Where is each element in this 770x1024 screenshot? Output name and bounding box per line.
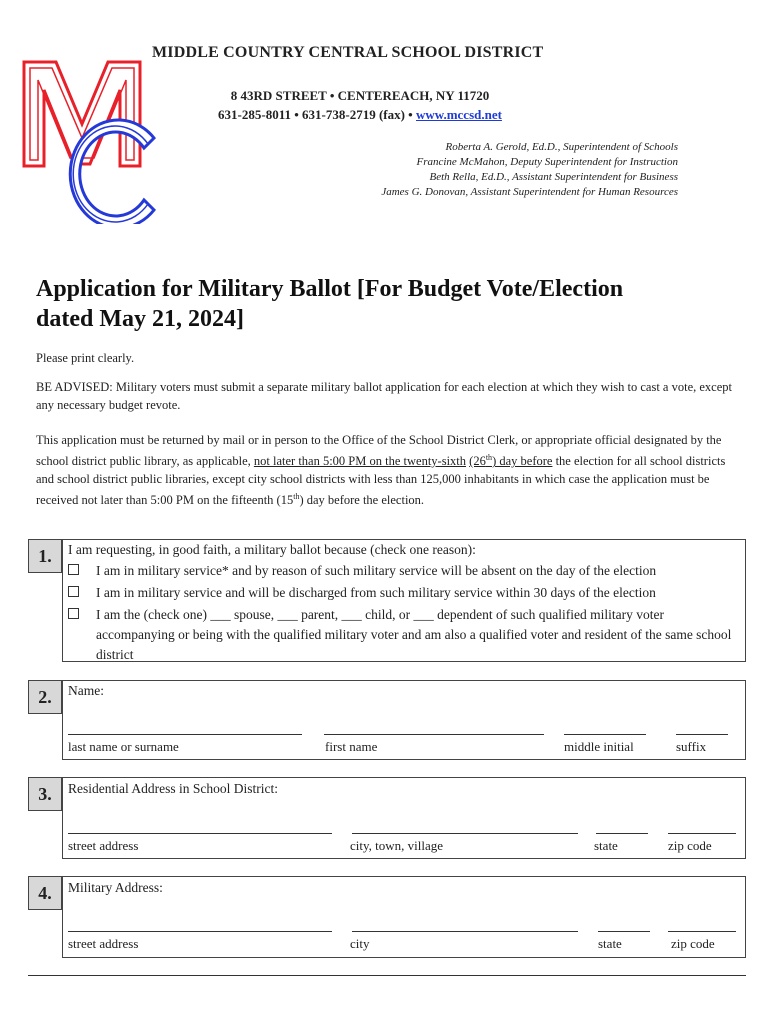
website-link[interactable]: www.mccsd.net (416, 107, 502, 122)
staff-deputy: Francine McMahon, Deputy Superintendent for Instruction (416, 156, 678, 168)
res-street-field[interactable] (68, 833, 332, 834)
mil-city-field[interactable] (352, 931, 578, 932)
res-state-caption: state (594, 838, 618, 853)
staff-hr: James G. Donovan, Assistant Superintendent for Human Resources (381, 186, 678, 198)
res-street-caption: street address (68, 838, 139, 853)
footer-divider (28, 975, 746, 976)
deadline-underlined: not later than 5:00 PM on the twenty-sixth (253, 454, 467, 469)
print-clearly-note: Please print clearly. (36, 351, 135, 365)
form-title-line1: Application for Military Ballot [For Budget Vote/Election (36, 276, 624, 302)
res-city-field[interactable] (352, 833, 578, 834)
reason-3-label: I am the (check one) ___ spouse, ___ parent, ___ child, or ___ dependent of such qualified military voter accompanying or being with the qualified military voter and am also a qualified voter and resident of the same school district (96, 607, 732, 662)
deadline-underlined-2 (469, 454, 552, 468)
return-text-1: This application must be returned by mail or in person to the Office of the School District Clerk, or appropriate official designated by the school district public library, as applicable, (36, 433, 722, 469)
deadline-26-sup: th (485, 453, 493, 462)
staff-business: Beth Rella, Ed.D., Assistant Superintendent for Business (429, 171, 678, 183)
mil-state-caption: state (598, 936, 622, 951)
reason-2-label: I am in military service and will be discharged from such military service within 30 days of the election (96, 585, 656, 600)
mil-street-field[interactable] (68, 931, 332, 932)
res-state-field[interactable] (596, 833, 648, 834)
mil-zip-field[interactable] (668, 931, 736, 932)
reason-3-row[interactable] (68, 605, 732, 662)
res-zip-field[interactable] (668, 833, 736, 834)
deadline-15-sup: th (293, 492, 300, 502)
suffix-caption: suffix (676, 739, 707, 754)
section-4-label: Military Address: (68, 880, 163, 895)
section-1-number: 1. (28, 539, 62, 573)
phone-numbers: 631-285-8011 • 631-738-2719 (fax) • (218, 107, 416, 122)
return-text-3: ) day before the election. (299, 493, 425, 508)
last-name-field[interactable] (68, 734, 302, 735)
section-2-number: 2. (28, 680, 62, 714)
last-name-caption: last name or surname (68, 739, 179, 754)
staff-list (258, 140, 678, 200)
deadline-26-open: (26 (469, 454, 486, 469)
middle-initial-caption: middle initial (564, 739, 634, 754)
section-2-name (28, 680, 746, 760)
mil-state-field[interactable] (598, 931, 650, 932)
reason-1-checkbox[interactable] (68, 564, 79, 575)
district-logo (20, 54, 170, 224)
form-title (36, 274, 736, 334)
suffix-field[interactable] (676, 734, 728, 735)
first-name-field[interactable] (324, 734, 544, 735)
section-2-label: Name: (68, 683, 104, 698)
section-3-number: 3. (28, 777, 62, 811)
res-zip-caption: zip code (668, 838, 712, 853)
res-city-caption: city, town, village (350, 838, 444, 853)
section-4-military-address (28, 876, 746, 958)
section-1-intro: I am requesting, in good faith, a military ballot because (check one reason): (68, 542, 476, 557)
district-contact (150, 107, 570, 123)
reason-2-checkbox[interactable] (68, 586, 79, 597)
form-title-line2: dated May 21, 2024] (36, 306, 244, 332)
middle-initial-field[interactable] (564, 734, 646, 735)
district-address: 8 43RD STREET • CENTEREACH, NY 11720 (230, 88, 490, 103)
reason-2-row[interactable] (68, 583, 656, 603)
section-4-number: 4. (28, 876, 62, 910)
return-text-2: the election for all school districts and school district public libraries, except city school districts with less than 125,000 inhabitants in which case the application must be received not later than 5:00 PM on the fifteenth (15 (36, 454, 726, 508)
mil-city-caption: city (350, 936, 370, 951)
reason-3-checkbox[interactable] (68, 608, 79, 619)
section-3-label: Residential Address in School District: (68, 781, 278, 796)
reason-1-row[interactable] (68, 561, 657, 581)
district-name: MIDDLE COUNTRY CENTRAL SCHOOL DISTRICT (152, 44, 544, 61)
first-name-caption: first name (325, 739, 378, 754)
reason-1-label: I am in military service* and by reason of such military service will be absent on the day of the election (96, 563, 657, 578)
be-advised-paragraph: BE ADVISED: Military voters must submit a separate military ballot application for each election at which they wish to cast a vote, except any necessary budget revote. (36, 380, 732, 412)
mil-street-caption: street address (68, 936, 139, 951)
section-3-residential (28, 777, 746, 859)
return-instructions (36, 431, 742, 509)
mil-zip-caption: zip code (671, 936, 715, 951)
staff-superintendent: Roberta A. Gerold, Ed.D., Superintendent of Schools (445, 141, 678, 153)
deadline-26-close: ) day before (492, 454, 553, 469)
section-4-frame (62, 876, 746, 958)
section-1-reason (28, 539, 746, 662)
